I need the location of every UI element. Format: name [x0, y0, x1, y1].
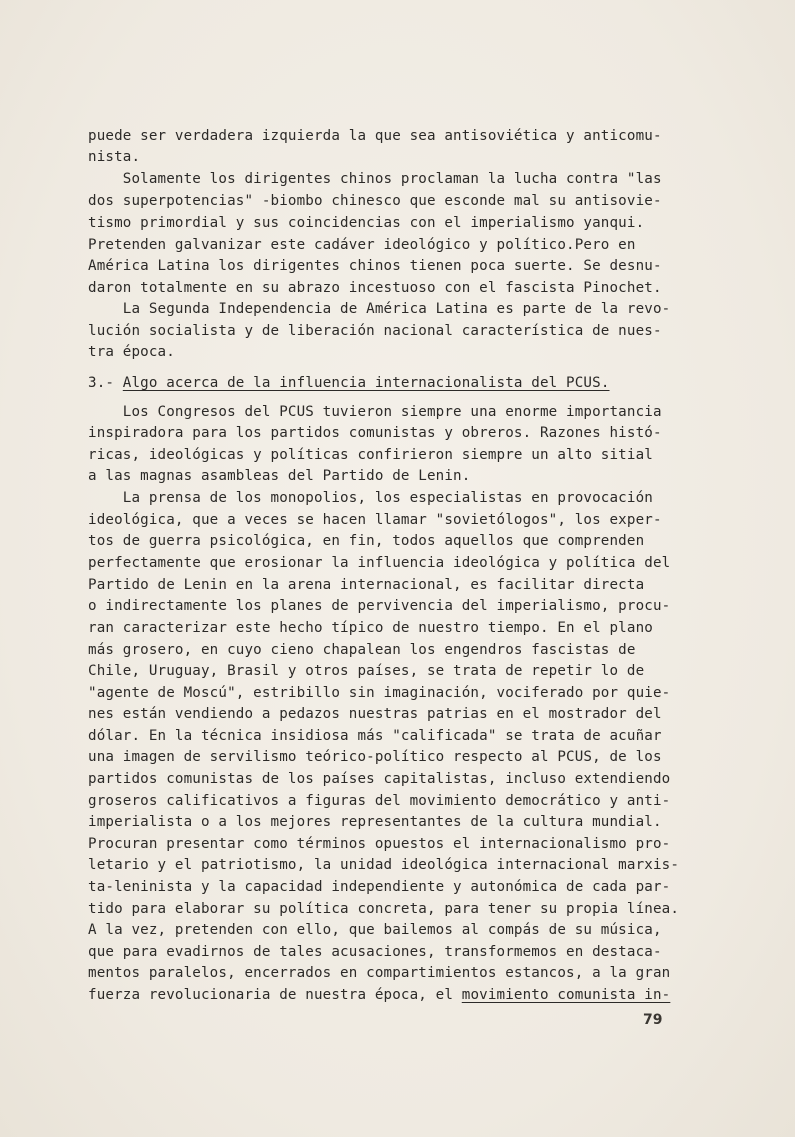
text-line: Chile, Uruguay, Brasil y otros países, se trata de repetir lo de [88, 663, 645, 679]
text-line: nista. [88, 149, 141, 165]
page-number: 79 [643, 1012, 663, 1028]
text-line: tos de guerra psicológica, en fin, todos aquellos que comprenden [88, 533, 645, 549]
text-line: "agente de Moscú", estribillo sin imaginación, vociferado por quie- [88, 685, 671, 701]
text-line: perfectamente que erosionar la influencia ideológica y política del [88, 555, 671, 571]
text-line: o indirectamente los planes de pervivencia del imperialismo, procu- [88, 598, 671, 614]
text-line: tra época. [88, 344, 175, 360]
text-line: puede ser verdadera izquierda la que sea antisoviética y anticomu- [88, 128, 662, 144]
text-line: tido para elaborar su política concreta, para tener su propia línea. [88, 901, 680, 917]
section-heading [88, 373, 610, 393]
section-title: Algo acerca de la influencia internacionalista del PCUS. [122, 375, 610, 391]
text-line: daron totalmente en su abrazo incestuoso con el fascista Pinochet. [88, 280, 662, 296]
underlined-text: movimiento comunista in- [461, 987, 671, 1003]
text-line: dos superpotencias" -biombo chinesco que esconde mal su antisovie- [88, 193, 662, 209]
text-line: que para evadirnos de tales acusaciones, transformemos en destaca- [88, 944, 662, 960]
text-line: lución socialista y de liberación nacional característica de nues- [88, 323, 662, 339]
text-line: Procuran presentar como términos opuestos el internacionalismo pro- [88, 836, 671, 852]
text-line: ricas, ideológicas y políticas confirieron siempre un alto sitial [88, 447, 653, 463]
text-line: letario y el patriotismo, la unidad ideológica internacional marxis- [88, 857, 680, 873]
text-line: más grosero, en cuyo cieno chapalean los engendros fascistas de [88, 642, 636, 658]
text-line: nes están vendiendo a pedazos nuestras patrias en el mostrador del [88, 706, 662, 722]
text-line: Los Congresos del PCUS tuvieron siempre una enorme importancia [88, 404, 662, 420]
text-line: inspiradora para los partidos comunistas y obreros. Razones histó- [88, 425, 662, 441]
text-line: A la vez, pretenden con ello, que bailemos al compás de su música, [88, 922, 662, 938]
text-line: groseros calificativos a figuras del movimiento democrático y anti- [88, 793, 671, 809]
text-line: tismo primordial y sus coincidencias con el imperialismo yanqui. [88, 215, 645, 231]
text-line [88, 985, 670, 1005]
text-line: imperialista o a los mejores representantes de la cultura mundial. [88, 814, 662, 830]
text-line: ran caracterizar este hecho típico de nuestro tiempo. En el plano [88, 620, 653, 636]
text-line: Solamente los dirigentes chinos proclaman la lucha contra "las [88, 171, 662, 187]
text-line: dólar. En la técnica insidiosa más "calificada" se trata de acuñar [88, 728, 662, 744]
text-line: La prensa de los monopolios, los especialistas en provocación [88, 490, 653, 506]
text-line: a las magnas asambleas del Partido de Lenin. [88, 468, 471, 484]
text-line: La Segunda Independencia de América Latina es parte de la revo- [88, 301, 671, 317]
section-number: 3.- [88, 375, 123, 391]
text-segment: fuerza revolucionaria de nuestra época, el [88, 987, 462, 1003]
text-line: ta-leninista y la capacidad independiente y autonómica de cada par- [88, 879, 671, 895]
text-line: mentos paralelos, encerrados en compartimientos estancos, a la gran [88, 965, 671, 981]
text-line: América Latina los dirigentes chinos tienen poca suerte. Se desnu- [88, 258, 662, 274]
text-line: ideológica, que a veces se hacen llamar "sovietólogos", los exper- [88, 512, 662, 528]
text-line: partidos comunistas de los países capitalistas, incluso extendiendo [88, 771, 671, 787]
text-line: una imagen de servilismo teórico-político respecto al PCUS, de los [88, 749, 662, 765]
text-line: Pretenden galvanizar este cadáver ideológico y político.Pero en [88, 237, 636, 253]
text-line: Partido de Lenin en la arena internacional, es facilitar directa [88, 577, 645, 593]
